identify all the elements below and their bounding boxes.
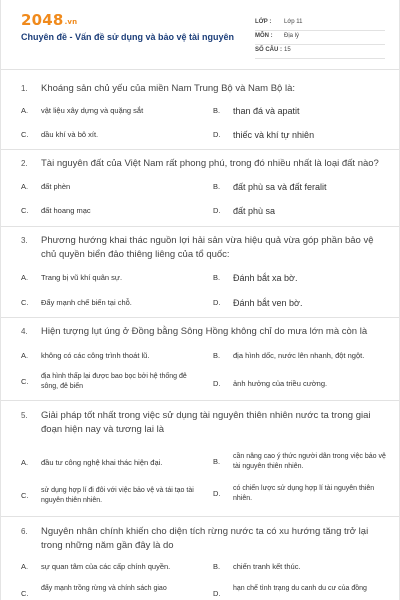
option-text: than đá và apatit [233, 106, 300, 116]
option-text: vật liệu xây dựng và quặng sắt [41, 106, 144, 115]
option-text: địa hình thấp lại được bao bọc bởi hệ thống đê sông, đê biển [41, 373, 187, 390]
option-text: Đánh bắt xa bờ. [233, 273, 298, 283]
option-letter: C. [21, 298, 29, 307]
question-number: 4. [21, 327, 28, 336]
option-text: sử dụng hợp lí đi đôi với việc bảo vệ và tái tạo tài nguyên thiên nhiên. [41, 487, 194, 504]
meta-value: Địa lý [284, 33, 300, 39]
topic-title: Chuyên đề - Vấn đề sử dụng và bảo vệ tài nguyên [21, 32, 235, 42]
option-text: chiến tranh kết thúc. [233, 562, 301, 571]
meta-value: 15 [284, 47, 291, 53]
option-letter: C. [21, 206, 29, 215]
option-text: sự quan tâm của các cấp chính quyền. [41, 562, 171, 571]
worksheet-header [1, 0, 400, 70]
question-text: Khoáng sản chủ yếu của miền Nam Trung Bộ và Nam Bộ là: [41, 83, 295, 94]
question-divider [1, 149, 400, 150]
option-text: thiếc và khí tự nhiên [233, 130, 315, 140]
option-text: đất phù sa và đất feralit [233, 182, 327, 192]
question-number: 5. [21, 411, 28, 420]
question-text: Hiện tượng lụt úng ở Đồng bằng Sông Hồng không chỉ do mưa lớn mà còn là [41, 326, 368, 337]
option-letter: A. [21, 106, 29, 115]
meta-label: LỚP : [255, 19, 272, 25]
question-text: Giải pháp tốt nhất trong việc sử dụng tài nguyên thiên nhiên nước ta trong giai đoạn hiện nay và tương lai là [41, 410, 371, 435]
option-letter: B. [213, 182, 221, 191]
option-letter: B. [213, 106, 221, 115]
option-text: Đẩy mạnh chế biến tại chỗ. [41, 298, 132, 307]
option-text: đất phèn [41, 182, 71, 191]
question-text: Tài nguyên đất của Việt Nam rất phong phú, trong đó nhiều nhất là loại đất nào? [41, 158, 379, 169]
site-logo[interactable] [21, 11, 77, 29]
question-text: Phương hướng khai thác nguồn lợi hải sản vừa hiệu quả vừa góp phần bảo vệ chủ quyền biển đảo thiêng liêng của tổ quốc: [41, 235, 374, 260]
option-text: đầu tư công nghệ khai thác hiện đại. [41, 458, 163, 467]
option-letter: A. [21, 458, 29, 467]
question-text: Nguyên nhân chính khiến cho diện tích rừng nước ta có xu hướng tăng trở lại trong những năm gần đây là do [41, 526, 369, 551]
option-text: đẩy mạnh trồng rừng và chính sách giao [41, 585, 167, 592]
logo-text: 2048 [21, 11, 64, 29]
option-letter: D. [213, 589, 221, 598]
question-number: 3. [21, 236, 28, 245]
option-letter: A. [21, 182, 29, 191]
option-letter: C. [21, 130, 29, 139]
option-text: có chiến lược sử dụng hợp lí tài nguyên thiên nhiên. [233, 485, 375, 502]
option-letter: C. [21, 589, 29, 598]
option-text: địa hình dốc, nước lên nhanh, đột ngột. [233, 351, 365, 360]
meta-value: Lớp 11 [284, 19, 303, 25]
option-letter: A. [21, 562, 29, 571]
question-divider [1, 516, 400, 517]
question-divider [1, 317, 400, 318]
option-letter: A. [21, 273, 29, 282]
option-letter: B. [213, 273, 221, 282]
option-text: hạn chế tình trạng du canh du cư của đồng [233, 585, 367, 592]
option-text: Đánh bắt ven bờ. [233, 298, 303, 308]
question-divider [1, 400, 400, 401]
option-text: đất phù sa [233, 206, 276, 216]
question-number: 6. [21, 527, 28, 536]
option-letter: D. [213, 298, 221, 307]
option-letter: D. [213, 489, 221, 498]
question-divider [1, 226, 400, 227]
option-text: ảnh hưởng của triều cường. [233, 379, 328, 388]
option-letter: D. [213, 130, 221, 139]
option-letter: B. [213, 457, 221, 466]
option-letter: A. [21, 351, 29, 360]
option-letter: D. [213, 379, 221, 388]
question-number: 2. [21, 159, 28, 168]
question-number: 1. [21, 84, 28, 93]
option-letter: C. [21, 377, 29, 386]
meta-count-row [255, 42, 385, 59]
option-text: đất hoang mạc [41, 206, 91, 215]
option-letter: C. [21, 491, 29, 500]
option-letter: D. [213, 206, 221, 215]
option-letter: B. [213, 562, 221, 571]
meta-label: MÔN : [255, 33, 273, 39]
option-text: cần nâng cao ý thức người dân trong việc bảo vệ tài nguyên thiên nhiên. [233, 453, 386, 470]
option-text: dầu khí và bô xít. [41, 130, 99, 139]
meta-label: SỐ CÂU : [255, 47, 282, 53]
option-text: Trang bị vũ khí quân sự. [41, 273, 123, 282]
logo-tld: .vn [64, 18, 78, 26]
option-letter: B. [213, 351, 221, 360]
option-text: không có các công trình thoát lũ. [41, 351, 150, 360]
